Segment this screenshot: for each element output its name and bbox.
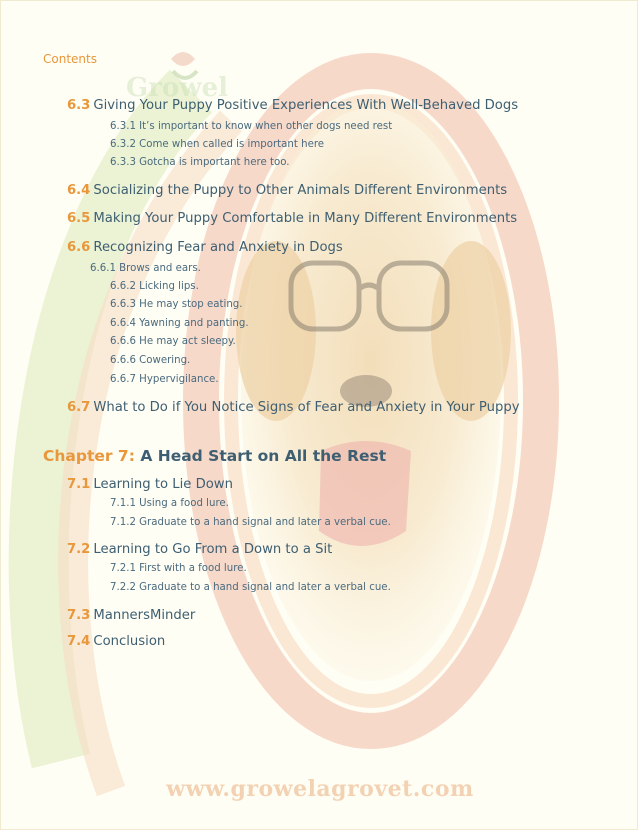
toc-subentry-text: 6.3.1 It’s important to know when other dogs need rest — [110, 121, 393, 132]
toc-subentry[interactable] — [110, 374, 219, 385]
svg-text:Growel: Growel — [126, 73, 229, 103]
section-number: 6.4 — [67, 183, 91, 198]
section-title: Learning to Lie Down — [93, 477, 233, 492]
website-watermark[interactable]: www.growelagrovet.com — [166, 776, 474, 802]
section-title: MannersMinder — [93, 608, 196, 623]
toc-section[interactable] — [67, 608, 195, 623]
contents-header: Contents — [43, 52, 97, 66]
section-title: Recognizing Fear and Anxiety in Dogs — [93, 240, 343, 255]
section-title: Learning to Go From a Down to a Sit — [93, 542, 333, 557]
toc-section[interactable] — [67, 400, 520, 415]
toc-subentry[interactable] — [110, 139, 324, 150]
toc-section[interactable] — [67, 98, 518, 113]
toc-subentry[interactable] — [110, 355, 190, 366]
toc-section[interactable] — [67, 634, 165, 649]
section-number: 6.3 — [67, 98, 91, 113]
section-number: 7.1 — [67, 477, 91, 492]
toc-subentry[interactable] — [110, 299, 243, 310]
section-number: 7.2 — [67, 542, 91, 557]
section-title: Conclusion — [93, 634, 166, 649]
toc-subentry-text: 7.1.1 Using a food lure. — [110, 498, 229, 509]
toc-subentry[interactable] — [90, 263, 201, 274]
toc-section[interactable] — [67, 542, 332, 557]
section-number: 7.3 — [67, 608, 91, 623]
section-title: Socializing the Puppy to Other Animals Different Environments — [93, 183, 508, 198]
section-title: Making Your Puppy Comfortable in Many Different Environments — [93, 211, 518, 226]
section-number: 6.7 — [67, 400, 91, 415]
toc-subentry[interactable] — [110, 157, 289, 168]
toc-subentry-text: 7.2.1 First with a food lure. — [110, 563, 247, 574]
toc-subentry-text: 6.6.2 Licking lips. — [110, 281, 199, 292]
chapter-title: A Head Start on All the Rest — [140, 447, 387, 465]
toc-subentry[interactable] — [110, 498, 229, 509]
toc-subentry-text: 6.6.7 Hypervigilance. — [110, 374, 219, 385]
table-of-contents — [1, 1, 637, 829]
toc-subentry-text: 6.3.2 Come when called is important here — [110, 139, 325, 150]
toc-section[interactable] — [67, 477, 233, 492]
toc-subentry-text: 6.6.6 Cowering. — [110, 355, 191, 366]
toc-subentry-text: 6.3.3 Gotcha is important here too. — [110, 157, 290, 168]
section-title: Giving Your Puppy Positive Experiences With Well-Behaved Dogs — [93, 98, 519, 113]
toc-subentry-text: 6.6.4 Yawning and panting. — [110, 318, 249, 329]
toc-subentry-text: 7.2.2 Graduate to a hand signal and later a verbal cue. — [110, 582, 391, 593]
section-number: 6.6 — [67, 240, 91, 255]
toc-section[interactable] — [67, 240, 343, 255]
toc-subentry-text: 7.1.2 Graduate to a hand signal and later a verbal cue. — [110, 517, 391, 528]
section-number: 6.5 — [67, 211, 91, 226]
toc-section[interactable] — [67, 211, 517, 226]
toc-subentry[interactable] — [110, 563, 247, 574]
toc-subentry-text: 6.6.3 He may stop eating. — [110, 299, 243, 310]
toc-chapter[interactable] — [43, 447, 386, 465]
toc-subentry-text: 6.6.6 He may act sleepy. — [110, 336, 236, 347]
toc-subentry[interactable] — [110, 336, 236, 347]
chapter-number: Chapter 7: — [43, 447, 135, 465]
toc-subentry[interactable] — [110, 281, 199, 292]
toc-subentry[interactable] — [110, 121, 392, 132]
toc-subentry-text: 6.6.1 Brows and ears. — [90, 263, 201, 274]
toc-subentry[interactable] — [110, 318, 249, 329]
toc-section[interactable] — [67, 183, 507, 198]
section-title: What to Do if You Notice Signs of Fear and Anxiety in Your Puppy — [93, 400, 520, 415]
toc-subentry[interactable] — [110, 517, 391, 528]
toc-subentry[interactable] — [110, 582, 391, 593]
section-number: 7.4 — [67, 634, 91, 649]
